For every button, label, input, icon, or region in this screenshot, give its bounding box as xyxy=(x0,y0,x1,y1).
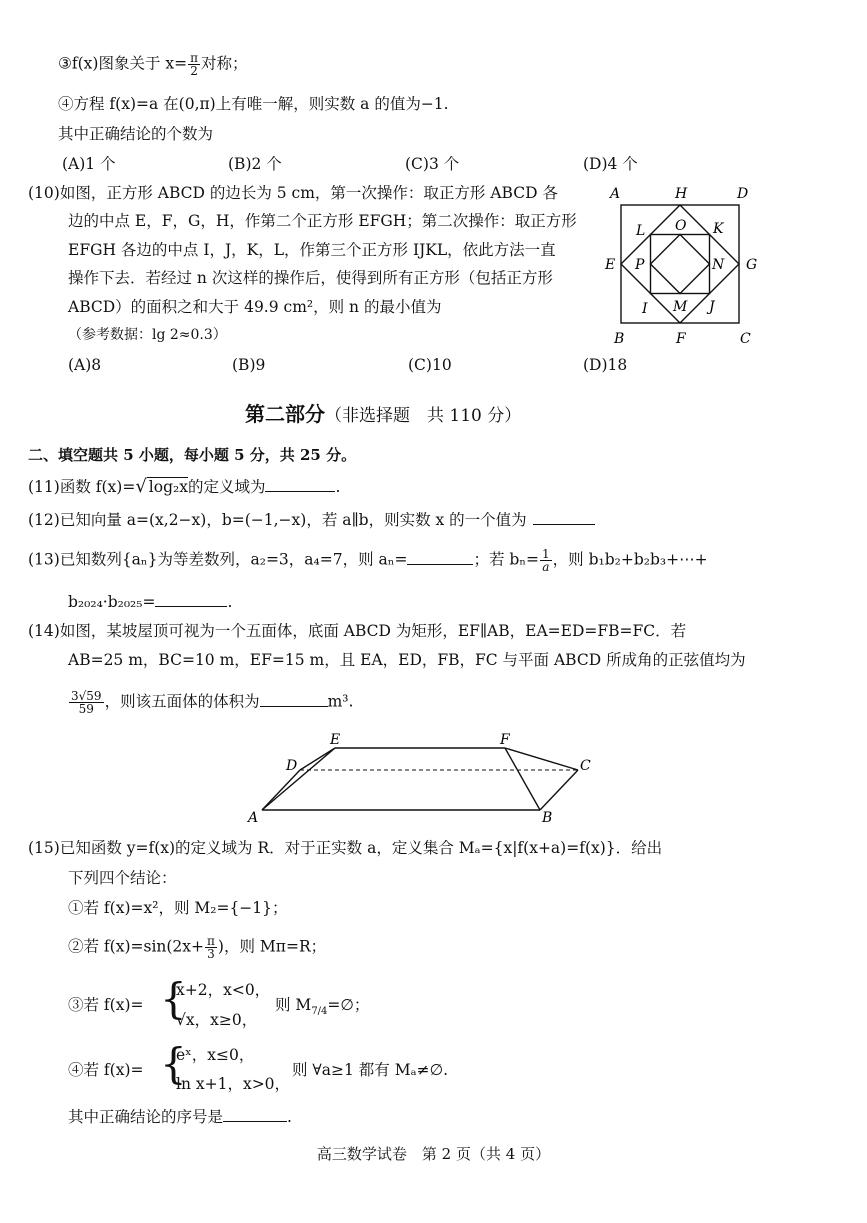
q15-c3-row2: √x，x≥0， xyxy=(176,1011,258,1029)
q11-blank[interactable] xyxy=(265,477,335,492)
edge-ed xyxy=(300,748,335,770)
q14-line-2: AB=25 m，BC=10 m，EF=15 m，且 EA，ED，FB，FC 与平面 ABCD 所成角的正弦值均为 xyxy=(68,651,746,669)
q13-blank-1[interactable] xyxy=(407,550,473,565)
frac-num: π xyxy=(207,934,215,948)
frac-den: 2 xyxy=(190,64,198,78)
q14-unit: m³. xyxy=(327,692,354,711)
q14-line-1: (14)如图，某坡屋顶可视为一个五面体，底面 ABCD 为矩形，EF∥AB，EA=ED=FB=FC．若 xyxy=(28,622,687,640)
roof-label-C: C xyxy=(580,758,591,774)
q13-line-2 xyxy=(68,592,232,612)
label-E: E xyxy=(605,257,616,273)
label-O: O xyxy=(675,218,687,234)
q9-s3-text: ③f(x)图象关于 x= xyxy=(58,54,188,73)
q14-tail: ，则该五面体的体积为 xyxy=(104,692,260,711)
label-B: B xyxy=(614,331,625,347)
q15-c2-a: ②若 f(x)=sin(2x+ xyxy=(68,937,205,956)
q15-c3-row1: x+2，x<0， xyxy=(176,981,271,999)
section-title-main: 第二部分 xyxy=(245,402,325,426)
q14-blank[interactable] xyxy=(260,692,328,707)
q15-c4-row1: eˣ，x≤0， xyxy=(176,1046,255,1064)
label-A: A xyxy=(610,186,621,202)
q14-fraction xyxy=(69,690,104,715)
q15-c2-b: )，则 Mπ=R； xyxy=(217,937,327,956)
edge-ea xyxy=(262,748,335,810)
label-I: I xyxy=(642,301,648,317)
frac-den: 3 xyxy=(207,947,215,961)
square-ijkl xyxy=(651,235,710,294)
q15-c3-sub: 7/4 xyxy=(311,1006,328,1018)
frac-den: 59 xyxy=(78,702,94,716)
q15-c3-lead: ③若 f(x)= xyxy=(68,996,144,1014)
section-subtitle: （非选择题 共 110 分） xyxy=(325,406,522,426)
label-H: H xyxy=(675,186,688,202)
q13 xyxy=(28,548,708,573)
q10-option-a: (A)8 xyxy=(68,356,102,374)
q11-tail: 的定义域为 xyxy=(187,478,266,496)
q11: (11)函数 f(x)=√ log₂x的定义域为 . xyxy=(28,476,341,497)
q10-line-3: EFGH 各边的中点 I，J，K，L，作第三个正方形 IJKL，依此方法一直 xyxy=(68,241,556,259)
label-J: J xyxy=(709,299,715,315)
frac-den: a xyxy=(542,560,550,574)
q11-text: (11)函数 f(x)= xyxy=(28,478,136,496)
q12-text: (12)已知向量 a=(x,2−x)，b=(−1,−x)，若 a∥b，则实数 x 的一个值为 xyxy=(28,511,527,529)
frac-num: 3√59 xyxy=(71,689,102,703)
roof-pentahedron-figure xyxy=(240,730,600,825)
q9-option-d: (D)4 个 xyxy=(583,155,638,173)
q11-end: . xyxy=(335,478,341,496)
q15-c3-m: 则 M xyxy=(275,996,312,1014)
q15-c4-brace: { xyxy=(160,1039,187,1088)
label-K: K xyxy=(713,221,724,237)
q13-mid: ；若 bₙ= xyxy=(473,550,540,569)
edge-ad xyxy=(262,770,300,810)
frac-num: 1 xyxy=(542,547,550,561)
page-footer: 高三数学试卷 第 2 页（共 4 页） xyxy=(316,1145,551,1163)
q11-radicand: log₂x xyxy=(148,478,188,496)
edge-bc xyxy=(540,770,578,810)
roof-label-D: D xyxy=(286,758,298,774)
label-C: C xyxy=(740,331,751,347)
q13-line2-text: b₂₀₂₄·b₂₀₂₅= xyxy=(68,593,156,611)
q12-blank[interactable] xyxy=(533,510,595,525)
q10-line-4: 操作下去．若经过 n 次这样的操作后，使得到所有正方形（包括正方形 xyxy=(68,269,553,287)
q15-c2-fraction xyxy=(205,935,217,960)
section-title xyxy=(245,398,521,427)
q15-c3-c: =∅； xyxy=(327,996,370,1014)
q13-end: . xyxy=(227,593,233,611)
q15-conclusion-1: ①若 f(x)=x²，则 M₂={−1}； xyxy=(68,899,288,917)
q10-line-5: ABCD）的面积之和大于 49.9 cm²，则 n 的最小值为 xyxy=(68,298,442,316)
q10-line-6: （参考数据：lg 2≈0.3） xyxy=(68,327,227,343)
q10-line-2: 边的中点 E，F，G，H，作第二个正方形 EFGH；第二次操作：取正方形 xyxy=(68,212,577,230)
q13-tail: ，则 b₁b₂+b₂b₃+⋯+ xyxy=(552,550,708,569)
roof-label-A: A xyxy=(248,810,259,825)
label-N: N xyxy=(712,257,725,273)
q12 xyxy=(28,510,595,530)
q15-conclusion-2 xyxy=(68,935,326,960)
q9-option-b: (B)2 个 xyxy=(228,155,282,173)
label-D: D xyxy=(737,186,749,202)
roof-label-B: B xyxy=(542,810,553,825)
q14-line-3 xyxy=(68,690,353,715)
q15-blank[interactable] xyxy=(223,1107,287,1122)
q9-statement-3 xyxy=(58,52,248,77)
q10-line-1: (10)如图，正方形 ABCD 的边长为 5 cm，第一次操作：取正方形 ABCD 各 xyxy=(28,184,558,202)
label-G: G xyxy=(746,257,758,273)
q15-stem-text: 其中正确结论的序号是 xyxy=(68,1108,224,1126)
q15-c3-tail xyxy=(275,995,369,1022)
q9-statement-4: ④方程 f(x)=a 在(0,π)上有唯一解，则实数 a 的值为−1. xyxy=(58,95,449,113)
frac-num: π xyxy=(190,51,199,65)
q9-pi-fraction xyxy=(188,52,200,77)
q13-fraction xyxy=(540,548,552,573)
q15-c4-tail: 则 ∀a≥1 都有 Mₐ≠∅. xyxy=(292,1061,448,1079)
label-P: P xyxy=(635,257,645,273)
label-L: L xyxy=(636,223,646,239)
q13-blank-2[interactable] xyxy=(155,592,227,607)
nested-squares-figure xyxy=(600,183,770,353)
q15-line-1: (15)已知函数 y=f(x)的定义域为 R．对于正实数 a，定义集合 Mₐ={x|f(x+a)=f(x)}．给出 xyxy=(28,839,663,857)
q9-stem: 其中正确结论的个数为 xyxy=(58,125,214,143)
q10-option-c: (C)10 xyxy=(408,356,452,374)
label-M: M xyxy=(673,299,688,315)
q15-end: . xyxy=(287,1108,292,1126)
q15-c4-row2: ln x+1，x>0， xyxy=(176,1075,291,1093)
roof-label-F: F xyxy=(500,732,510,748)
q13-text: (13)已知数列{aₙ}为等差数列，a₂=3，a₄=7，则 aₙ= xyxy=(28,550,408,569)
q15-c3-brace: { xyxy=(160,974,187,1023)
square-opmn xyxy=(651,235,710,294)
q9-option-c: (C)3 个 xyxy=(405,155,460,173)
q15-line-2: 下列四个结论： xyxy=(68,869,177,887)
fill-in-header: 二、填空题共 5 小题，每小题 5 分，共 25 分。 xyxy=(28,446,357,464)
roof-label-E: E xyxy=(330,732,341,748)
q10-option-d: (D)18 xyxy=(583,356,628,374)
label-F: F xyxy=(676,331,686,347)
q10-option-b: (B)9 xyxy=(232,356,266,374)
q9-s3-tail: 对称； xyxy=(201,54,248,73)
q9-option-a: (A)1 个 xyxy=(62,155,116,173)
q15-stem xyxy=(68,1107,292,1127)
q15-c4-lead: ④若 f(x)= xyxy=(68,1061,144,1079)
